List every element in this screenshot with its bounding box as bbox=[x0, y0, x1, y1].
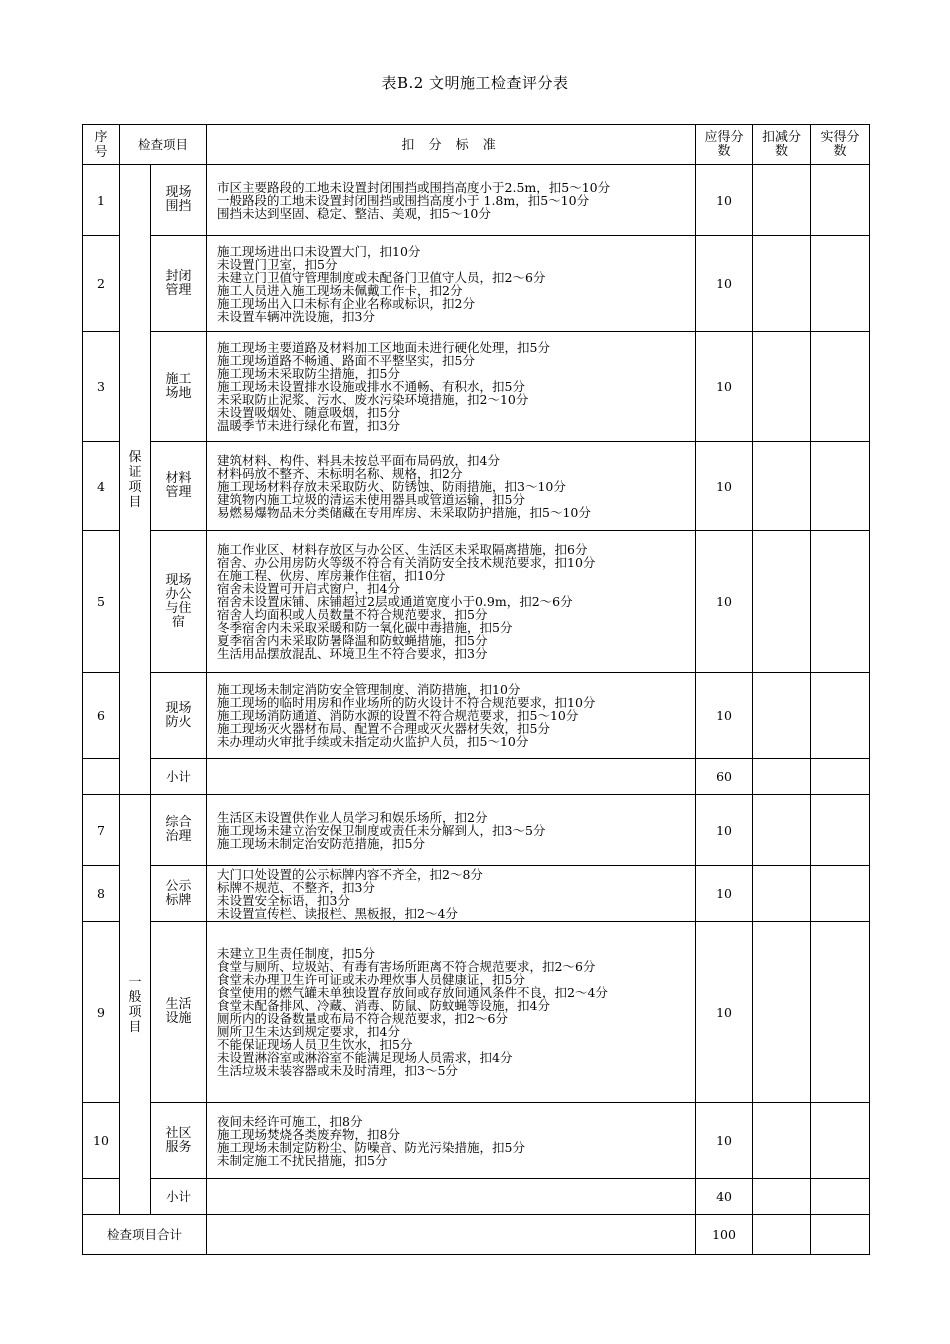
standard-line: 未设置淋浴室或淋浴室不能满足现场人员需求，扣4分 bbox=[217, 1050, 513, 1065]
standard-line: 施工现场灭火器材布局、配置不合理或灭火器材失效，扣5分 bbox=[217, 721, 550, 736]
standard-line: 厕所卫生未达到规定要求，扣4分 bbox=[217, 1024, 400, 1039]
header-standard: 扣 分 标 准 bbox=[207, 125, 696, 165]
score-table bbox=[82, 124, 870, 1255]
standard-line: 建筑材料、构件、料具未按总平面布局码放，扣4分 bbox=[217, 452, 500, 468]
standard-line: 未设置门卫室，扣5分 bbox=[217, 256, 338, 272]
row-no: 7 bbox=[83, 795, 120, 866]
standard-line: 施工现场未建立治安保卫制度或责任未分解到人，扣3～5分 bbox=[217, 822, 546, 838]
standard-line: 宿舍未设置可开启式窗户，扣4分 bbox=[217, 581, 400, 596]
row-no: 1 bbox=[83, 165, 120, 236]
standard-line: 未制定施工不扰民措施，扣5分 bbox=[217, 1152, 388, 1168]
standard-line: 夏季宿舍内未采取防暑降温和防蚊蝇措施，扣5分 bbox=[217, 633, 488, 648]
row-no: 10 bbox=[83, 1103, 120, 1179]
row-item: 施工场地 bbox=[151, 332, 207, 442]
group-label-guarantee: 保证项目 bbox=[120, 165, 151, 795]
row-standard bbox=[207, 165, 696, 236]
standard-line: 施工现场消防通道、消防水源的设置不符合规范要求，扣5～10分 bbox=[217, 708, 579, 723]
table-row bbox=[83, 332, 870, 442]
subtotal-no bbox=[83, 759, 120, 795]
row-no: 3 bbox=[83, 332, 120, 442]
row-standard bbox=[207, 236, 696, 332]
total-standard bbox=[207, 1215, 696, 1255]
row-due-score: 10 bbox=[696, 442, 753, 531]
row-deduct-score[interactable] bbox=[753, 236, 811, 332]
header-row bbox=[83, 125, 870, 165]
standard-line: 施工现场未制定治安防范措施，扣5分 bbox=[217, 835, 425, 851]
row-actual-score[interactable] bbox=[811, 165, 870, 236]
standard-line: 生活用品摆放混乱、环境卫生不符合要求，扣3分 bbox=[217, 646, 488, 661]
header-actual: 实得分数 bbox=[811, 125, 870, 165]
total-label: 检查项目合计 bbox=[83, 1215, 207, 1255]
standard-line: 宿舍人均面积或人员数量不符合规范要求，扣5分 bbox=[217, 607, 488, 622]
row-due-score: 10 bbox=[696, 531, 753, 673]
row-deduct-score[interactable] bbox=[753, 922, 811, 1103]
row-standard bbox=[207, 795, 696, 866]
total-deduct[interactable] bbox=[753, 1215, 811, 1255]
standard-line: 未建立卫生责任制度，扣5分 bbox=[217, 946, 375, 961]
standard-line: 施工人员进入施工现场未佩戴工作卡，扣2分 bbox=[217, 282, 463, 298]
row-no: 6 bbox=[83, 673, 120, 759]
table-row bbox=[83, 442, 870, 531]
subtotal-actual[interactable] bbox=[811, 759, 870, 795]
row-actual-score[interactable] bbox=[811, 1103, 870, 1179]
standard-line: 建筑物内施工垃圾的清运未使用器具或管道运输，扣5分 bbox=[217, 491, 525, 507]
row-deduct-score[interactable] bbox=[753, 165, 811, 236]
row-standard bbox=[207, 866, 696, 922]
standard-line: 宿舍、办公用房防火等级不符合有关消防安全技术规范要求，扣10分 bbox=[217, 555, 596, 570]
row-due-score: 10 bbox=[696, 332, 753, 442]
table-row bbox=[83, 795, 870, 866]
subtotal-row bbox=[83, 1179, 870, 1215]
row-deduct-score[interactable] bbox=[753, 442, 811, 531]
standard-line: 标牌不规范、不整齐，扣3分 bbox=[217, 879, 375, 895]
total-actual[interactable] bbox=[811, 1215, 870, 1255]
row-standard bbox=[207, 922, 696, 1103]
standard-line: 施工现场出入口未标有企业名称或标识，扣2分 bbox=[217, 295, 475, 311]
row-no: 8 bbox=[83, 866, 120, 922]
row-no: 5 bbox=[83, 531, 120, 673]
subtotal-actual[interactable] bbox=[811, 1179, 870, 1215]
row-item: 综合治理 bbox=[151, 795, 207, 866]
standard-line: 食堂未配备排风、冷藏、消毒、防鼠、防蚊蝇等设施，扣4分 bbox=[217, 998, 550, 1013]
row-item: 公示标牌 bbox=[151, 866, 207, 922]
standard-line: 冬季宿舍内未采取采暖和防一氧化碳中毒措施，扣5分 bbox=[217, 620, 513, 635]
row-standard bbox=[207, 442, 696, 531]
standard-line: 未建立门卫值守管理制度或未配备门卫值守人员，扣2～6分 bbox=[217, 269, 546, 285]
standard-line: 施工现场未制定防粉尘、防噪音、防光污染措施，扣5分 bbox=[217, 1139, 525, 1155]
standard-line: 大门口处设置的公示标牌内容不齐全，扣2～8分 bbox=[217, 866, 483, 882]
row-item: 材料管理 bbox=[151, 442, 207, 531]
standard-line: 未采取防止泥浆、污水、废水污染环境措施，扣2～10分 bbox=[217, 392, 529, 407]
row-actual-score[interactable] bbox=[811, 531, 870, 673]
subtotal-due: 60 bbox=[696, 759, 753, 795]
subtotal-standard bbox=[207, 759, 696, 795]
row-actual-score[interactable] bbox=[811, 866, 870, 922]
header-item: 检查项目 bbox=[120, 125, 207, 165]
header-due: 应得分数 bbox=[696, 125, 753, 165]
standard-line: 市区主要路段的工地未设置封闭围挡或围挡高度小于2.5m，扣5～10分 bbox=[217, 179, 611, 195]
row-actual-score[interactable] bbox=[811, 922, 870, 1103]
row-standard bbox=[207, 673, 696, 759]
standard-line: 夜间未经许可施工，扣8分 bbox=[217, 1113, 363, 1129]
standard-line: 食堂未办理卫生许可证或未办理炊事人员健康证，扣5分 bbox=[217, 972, 525, 987]
standard-line: 施工现场材料存放未采取防火、防锈蚀、防雨措施，扣3～10分 bbox=[217, 478, 566, 494]
row-no: 2 bbox=[83, 236, 120, 332]
table-row bbox=[83, 531, 870, 673]
subtotal-deduct[interactable] bbox=[753, 1179, 811, 1215]
row-deduct-score[interactable] bbox=[753, 673, 811, 759]
row-item: 封闭管理 bbox=[151, 236, 207, 332]
row-due-score: 10 bbox=[696, 1103, 753, 1179]
subtotal-no bbox=[83, 1179, 120, 1215]
standard-line: 材料码放不整齐、未标明名称、规格，扣2分 bbox=[217, 465, 463, 481]
row-due-score: 10 bbox=[696, 922, 753, 1103]
standard-line: 未设置宣传栏、读报栏、黑板报，扣2～4分 bbox=[217, 905, 458, 921]
standard-line: 施工现场进出口未设置大门，扣10分 bbox=[217, 243, 421, 259]
row-item: 现场办公与住宿 bbox=[151, 531, 207, 673]
row-actual-score[interactable] bbox=[811, 442, 870, 531]
standard-line: 未设置安全标语，扣3分 bbox=[217, 892, 350, 908]
subtotal-standard bbox=[207, 1179, 696, 1215]
subtotal-due: 40 bbox=[696, 1179, 753, 1215]
total-row bbox=[83, 1215, 870, 1255]
table-row bbox=[83, 165, 870, 236]
group-label-general: 一般项目 bbox=[120, 795, 151, 1215]
row-deduct-score[interactable] bbox=[753, 1103, 811, 1179]
row-standard bbox=[207, 1103, 696, 1179]
row-item: 现场防火 bbox=[151, 673, 207, 759]
row-actual-score[interactable] bbox=[811, 332, 870, 442]
subtotal-row bbox=[83, 759, 870, 795]
standard-line: 厕所内的设备数量或布局不符合规范要求，扣2～6分 bbox=[217, 1011, 508, 1026]
standard-line: 施工现场道路不畅通、路面不平整坚实，扣5分 bbox=[217, 353, 475, 368]
standard-line: 在施工程、伙房、库房兼作住宿，扣10分 bbox=[217, 568, 446, 583]
row-standard bbox=[207, 531, 696, 673]
row-item: 生活设施 bbox=[151, 922, 207, 1103]
standard-line: 食堂与厕所、垃圾站、有毒有害场所距离不符合规范要求，扣2～6分 bbox=[217, 959, 596, 974]
standard-line: 围挡未达到坚固、稳定、整洁、美观，扣5～10分 bbox=[217, 205, 491, 221]
table-row bbox=[83, 236, 870, 332]
subtotal-label: 小计 bbox=[151, 1179, 207, 1215]
row-no: 4 bbox=[83, 442, 120, 531]
row-standard bbox=[207, 332, 696, 442]
row-actual-score[interactable] bbox=[811, 673, 870, 759]
row-due-score: 10 bbox=[696, 673, 753, 759]
standard-line: 生活垃圾未装容器或未及时清理，扣3～5分 bbox=[217, 1063, 458, 1078]
row-due-score: 10 bbox=[696, 795, 753, 866]
standard-line: 施工作业区、材料存放区与办公区、生活区未采取隔离措施，扣6分 bbox=[217, 542, 588, 557]
standard-line: 未设置车辆冲洗设施，扣3分 bbox=[217, 308, 375, 324]
row-deduct-score[interactable] bbox=[753, 531, 811, 673]
row-actual-score[interactable] bbox=[811, 795, 870, 866]
subtotal-deduct[interactable] bbox=[753, 759, 811, 795]
standard-line: 食堂使用的燃气罐未单独设置存放间或存放间通风条件不良，扣2～4分 bbox=[217, 985, 608, 1000]
total-due: 100 bbox=[696, 1215, 753, 1255]
row-due-score: 10 bbox=[696, 866, 753, 922]
table-row bbox=[83, 866, 870, 922]
header-deduct: 扣减分数 bbox=[753, 125, 811, 165]
row-deduct-score[interactable] bbox=[753, 795, 811, 866]
row-no: 9 bbox=[83, 922, 120, 1103]
standard-line: 施工现场焚烧各类废弃物，扣8分 bbox=[217, 1126, 400, 1142]
standard-line: 施工现场未采取防尘措施，扣5分 bbox=[217, 366, 400, 381]
standard-line: 一般路段的工地未设置封闭围挡或围挡高度小于 1.8m，扣5～10分 bbox=[217, 192, 590, 208]
standard-line: 施工现场主要道路及材料加工区地面未进行硬化处理，扣5分 bbox=[217, 340, 550, 355]
standard-line: 易燃易爆物品未分类储藏在专用库房、未采取防护措施，扣5～10分 bbox=[217, 504, 591, 520]
row-due-score: 10 bbox=[696, 236, 753, 332]
page-title: 表B.2 文明施工检查评分表 bbox=[381, 74, 569, 92]
standard-line: 施工现场未制定消防安全管理制度、消防措施，扣10分 bbox=[217, 682, 521, 697]
table-row bbox=[83, 673, 870, 759]
row-item: 社区服务 bbox=[151, 1103, 207, 1179]
row-due-score: 10 bbox=[696, 165, 753, 236]
standard-line: 施工现场未设置排水设施或排水不通畅、有积水，扣5分 bbox=[217, 379, 525, 394]
subtotal-label: 小计 bbox=[151, 759, 207, 795]
row-item: 现场围挡 bbox=[151, 165, 207, 236]
standard-line: 未设置吸烟处、随意吸烟，扣5分 bbox=[217, 405, 400, 420]
standard-line: 温暖季节未进行绿化布置，扣3分 bbox=[217, 418, 400, 433]
header-no: 序号 bbox=[83, 125, 120, 165]
row-deduct-score[interactable] bbox=[753, 866, 811, 922]
standard-line: 不能保证现场人员卫生饮水，扣5分 bbox=[217, 1037, 413, 1052]
row-actual-score[interactable] bbox=[811, 236, 870, 332]
row-deduct-score[interactable] bbox=[753, 332, 811, 442]
table-row bbox=[83, 922, 870, 1103]
table-row bbox=[83, 1103, 870, 1179]
standard-line: 未办理动火审批手续或未指定动火监护人员，扣5～10分 bbox=[217, 734, 529, 749]
standard-line: 生活区未设置供作业人员学习和娱乐场所，扣2分 bbox=[217, 809, 488, 825]
standard-line: 施工现场的临时用房和作业场所的防火设计不符合规范要求，扣10分 bbox=[217, 695, 596, 710]
standard-line: 宿舍未设置床铺、床铺超过2层或通道宽度小于0.9m，扣2～6分 bbox=[217, 594, 573, 609]
